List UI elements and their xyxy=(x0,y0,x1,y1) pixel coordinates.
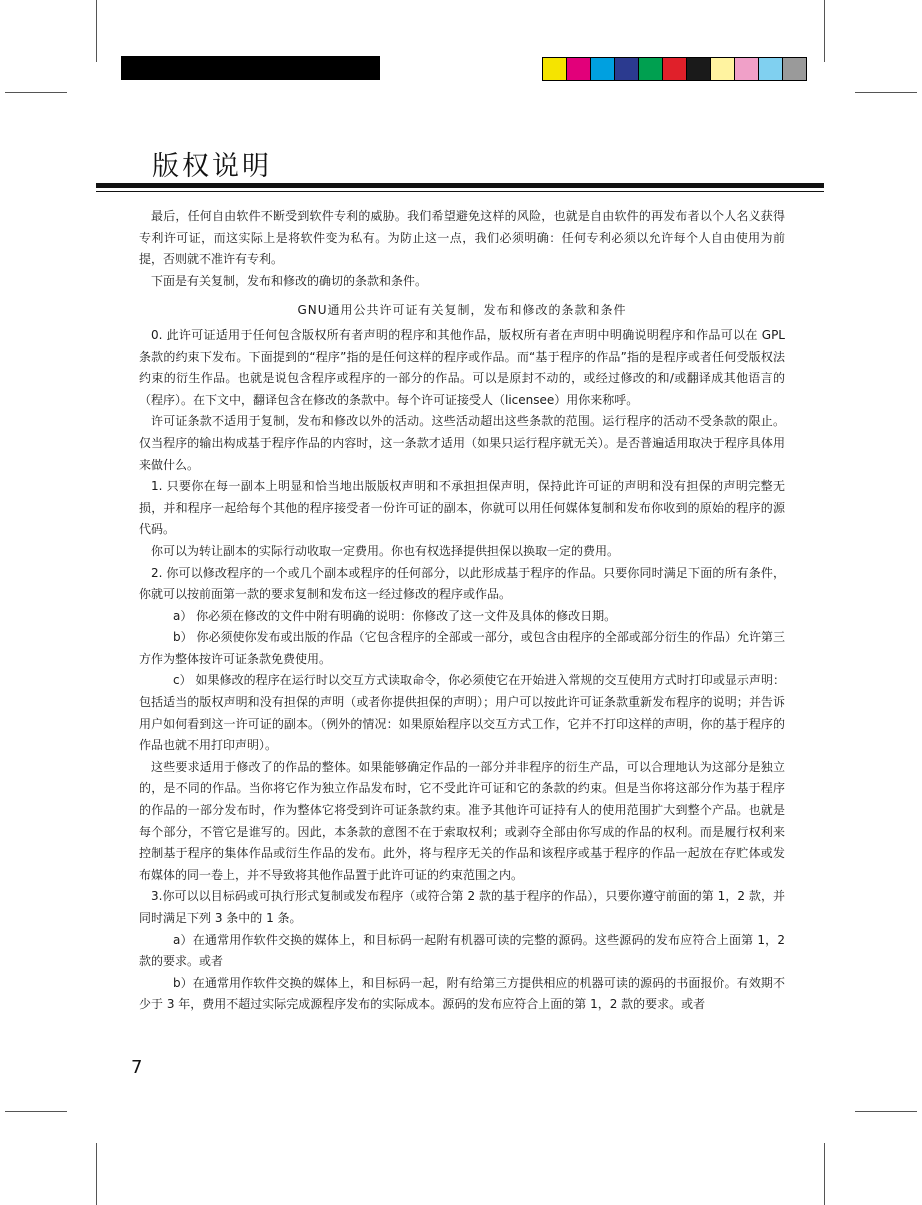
title-rule-thick xyxy=(96,183,824,188)
registration-black-bar xyxy=(121,56,380,80)
paragraph-clause-1: 1. 只要你在每一副本上明显和恰当地出版版权声明和不承担担保声明，保持此许可证的声明和没有担保的声明完整无损，并和程序一起给每个其他的程序接受者一份许可证的副本，你就可以用任何媒体复制和发布你收到的原始的程序的源代码。 xyxy=(139,479,785,537)
paragraph-clause-2: 2. 你可以修改程序的一个或几个副本或程序的任何部分，以此形成基于程序的作品。只要你同时满足下面的所有条件，你就可以按前面第一款的要求复制和发布这一经过修改的程序或作品。 xyxy=(139,565,785,602)
paragraph-clause-2a: a） 你必须在修改的文件中附有明确的说明：你修改了这一文件及具体的修改日期。 xyxy=(173,608,617,623)
paragraph-clause-2b: b） 你必须使你发布或出版的作品（它包含程序的全部或一部分，或包含由程序的全部或部分衍生的作品）允许第三方作为整体按许可证条款免费使用。 xyxy=(139,630,785,666)
paragraph-clause-3: 3.你可以以目标码或可执行形式复制或发布程序（或符合第 2 款的基于程序的作品），只要你遵守前面的第 1，2 款，并同时满足下列 3 条中的 1 条。 xyxy=(139,889,785,925)
paragraph-clause-0: 0. 此许可证适用于任何包含版权所有者声明的程序和其他作品，版权所有者在声明中明确说明程序和作品可以在 GPL 条款的约束下发布。下面提到的“程序”指的是任何这样的程序或作品。而“基于程序的作品”指的是程序或者任何受版权法约束的衍生作品。也就是说包含程序或程序的一部分的作品。可以是原封不动的，或经过修改的和/或翻译成其他语言的（程序）。在下文中，翻译包含在修改的条款中。每个许可证接受人（licensee）用你来称呼。 xyxy=(139,327,785,407)
color-swatch-10 xyxy=(759,58,783,80)
color-swatch-7 xyxy=(687,58,711,80)
document-body xyxy=(139,206,785,1016)
color-swatch-2 xyxy=(567,58,591,80)
title-rule-thin xyxy=(96,191,824,192)
crop-mark-bottom-left-horizontal xyxy=(5,1111,67,1112)
color-swatch-9 xyxy=(735,58,759,80)
crop-mark-top-left-horizontal xyxy=(5,92,67,93)
page-number: 7 xyxy=(131,1057,143,1078)
section-heading: GNU通用公共许可证有关复制，发布和修改的条款和条件 xyxy=(297,303,627,318)
paragraph-clause-3a: a）在通常用作软件交换的媒体上，和目标码一起附有机器可读的完整的源码。这些源码的发布应符合上面第 1，2 款的要求。或者 xyxy=(139,932,785,969)
crop-mark-bottom-right-horizontal xyxy=(855,1111,917,1112)
crop-mark-bottom-right-vertical xyxy=(824,1143,825,1205)
color-swatch-3 xyxy=(591,58,615,80)
crop-mark-top-left-vertical xyxy=(96,0,97,62)
crop-mark-top-right-vertical xyxy=(824,0,825,62)
paragraph-clause-3b: b）在通常用作软件交换的媒体上，和目标码一起，附有给第三方提供相应的机器可读的源码的书面报价。有效期不少于 3 年，费用不超过实际完成源程序发布的实际成本。源码的发布应符合上面的第 1，2 款的要求。或者 xyxy=(139,975,785,1012)
color-swatch-1 xyxy=(543,58,567,80)
color-swatch-4 xyxy=(615,58,639,80)
page-title: 版权说明 xyxy=(152,151,272,182)
paragraph-clause-1-fee: 你可以为转让副本的实际行动收取一定费用。你也有权选择提供担保以换取一定的费用。 xyxy=(151,543,620,558)
color-swatch-5 xyxy=(639,58,663,80)
color-swatch-6 xyxy=(663,58,687,80)
paragraph-intro-terms: 下面是有关复制，发布和修改的确切的条款和条件。 xyxy=(151,273,428,288)
paragraph-patent-threat: 最后，任何自由软件不断受到软件专利的威胁。我们希望避免这样的风险，也就是自由软件的再发布者以个人名义获得专利许可证，而这实际上是将软件变为私有。为防止这一点，我们必须明确：任何专利必须以允许每个人自由使用为前提，否则就不准许有专利。 xyxy=(139,209,785,267)
color-swatch-11 xyxy=(783,58,806,80)
color-swatch-8 xyxy=(711,58,735,80)
color-calibration-strip xyxy=(542,57,807,81)
crop-mark-top-right-horizontal xyxy=(855,92,917,93)
crop-mark-bottom-left-vertical xyxy=(96,1143,97,1205)
paragraph-clause-0-scope: 许可证条款不适用于复制，发布和修改以外的活动。这些活动超出这些条款的范围。运行程序的活动不受条款的限止。仅当程序的输出构成基于程序作品的内容时，这一条款才适用（如果只运行程序就无关）。是否普遍适用取决于程序具体用来做什么。 xyxy=(139,414,785,472)
paragraph-clause-2c: c） 如果修改的程序在运行时以交互方式读取命令，你必须使它在开始进入常规的交互使用方式时打印或显示声明：包括适当的版权声明和没有担保的声明（或者你提供担保的声明）；用户可以按此许可证条款重新发布程序的说明；并告诉用户如何看到这一许可证的副本。（例外的情况：如果原始程序以交互方式工作，它并不打印这样的声明，你的基于程序的作品也就不用打印声明）。 xyxy=(139,673,785,753)
paragraph-clause-2-whole: 这些要求适用于修改了的作品的整体。如果能够确定作品的一部分并非程序的衍生产品，可以合理地认为这部分是独立的，是不同的作品。当你将它作为独立作品发布时，它不受此许可证和它的条款的约束。但是当你将这部分作为基于程序的作品的一部分发布时，作为整体它将受到许可证条款约束。准予其他许可证持有人的使用范围扩大到整个产品。也就是每个部分，不管它是谁写的。因此，本条款的意图不在于索取权利；或剥夺全部由你写成的作品的权利。而是履行权利来控制基于程序的集体作品或衍生作品的发布。此外，将与程序无关的作品和该程序或基于程序的作品一起放在存贮体或发布媒体的同一卷上，并不导致将其他作品置于此许可证的约束范围之内。 xyxy=(139,759,785,882)
